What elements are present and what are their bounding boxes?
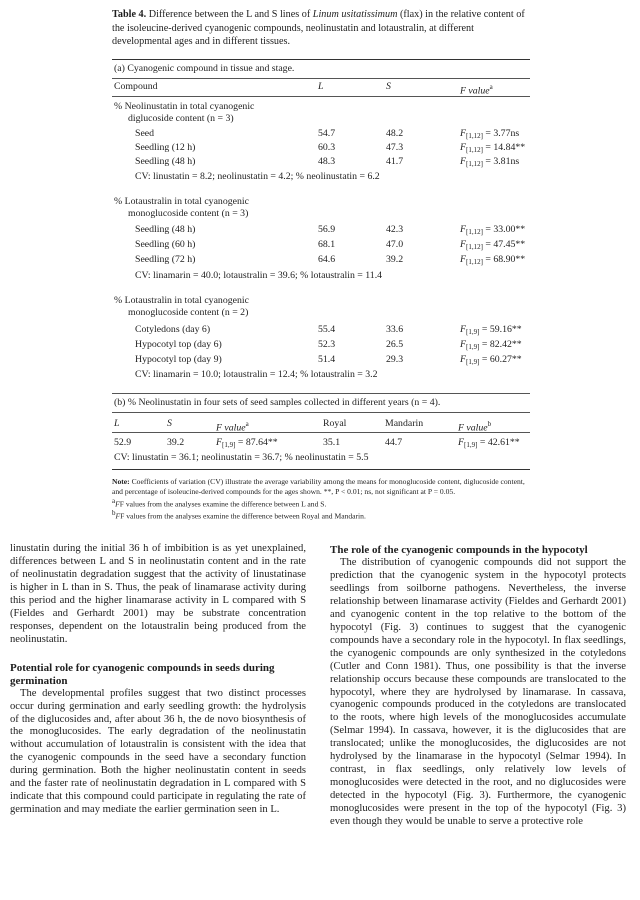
header-compound: Compound (114, 81, 158, 92)
table-cell-s: 47.0 (386, 239, 404, 250)
b-header-rule (112, 432, 530, 433)
table-cell-f: $F_{[1,12]} = 33.00**$ (460, 224, 526, 236)
table-cell-s: 42.3 (386, 224, 404, 235)
b-cell-s: 39.2 (167, 437, 185, 448)
table-cell-f: $F_{[1,12]} = 3.81ns$ (460, 156, 520, 168)
b-cell-f2: $F_{[1,9]} = 42.61**$ (458, 437, 520, 449)
table-top-rule (112, 59, 530, 60)
left-paragraph-2: The developmental profiles suggest that two distinct processes occur during germination and early seedling growth: the hydrolysis of the diglucosides and, after about 36 h, the de novo biosynthesis of the monoglucosides. The early degradation of the neolinustatin without accumulation of lotaustralin is consistent with the idea that the cyanogenic compounds in the seed have a secondary function during germination. Both the higher neolinustatin content in seeds and the faster rate of neolinustatin degradation in L compared with S indicate that this compound could participate in regulating the rate of germination and may mediate the earlier germination seen in L. (10, 687, 306, 816)
group2-title-line1: % Lotaustralin in total cyanogenic (114, 196, 249, 207)
b-cell-l: 52.9 (114, 437, 132, 448)
left-column (10, 543, 306, 817)
table-cell-f: $F_{[1,9]} = 60.27**$ (460, 354, 522, 366)
table-caption-label: Table 4. (112, 9, 147, 20)
right-column (330, 544, 626, 829)
table-row-label: Hypocotyl top (day 6) (135, 339, 222, 350)
table-cell-l: 54.7 (318, 128, 336, 139)
table-caption-species: Linum usitatissimum (312, 9, 398, 20)
group3-title-line1: % Lotaustralin in total cyanogenic (114, 295, 249, 306)
table-note: Note: Coefficients of variation (CV) illustrate the average variability among the means for monoglucoside content, diglucoside content, and percentage of isoleucine-derived compounds for the ages shown. **, P < 0.01; ns, not significant at P = 0.05. (112, 477, 525, 496)
b-cell-mandarin: 44.7 (385, 437, 403, 448)
b-header-royal: Royal (323, 418, 347, 429)
section-a-title: (a) Cyanogenic compound in tissue and stage. (114, 63, 295, 74)
table-row-label: Seedling (48 h) (135, 156, 196, 167)
table-cell-l: 64.6 (318, 254, 336, 265)
table-cell-f: $F_{[1,12]} = 14.84**$ (460, 142, 526, 154)
section-heading-hypocotyl: The role of the cyanogenic compounds in the hypocotyl (330, 544, 588, 556)
right-paragraph-1: The distribution of cyanogenic compounds did not support the prediction that the cyanogenic system in the hypocotyl protects seedlings from soilborne pathogens. Nevertheless, the inverse relationship between linamarase activity (Fieldes and Gerhardt 2001) and cyanogenic content in the top relative to the bottom of the hypocotyl (Fig. 3) continues to suggest that the cyanogenic compounds have a secondary role in the hypocotyl. In flax seedlings, the cyanogenic compounds are only synthesized in the cotyledons (Cutler and Conn 1981). Thus, one possibility is that the inverse relationship occurs because these compounds are translocated to the hypocotyl, where they are hydrolysed by linamarase. In cassava, cyanogenic compounds produced in the cotyledons are translocated to the roots, where high levels of the monoglucosides accumulate (Selmar 1994). In cassava, however, it is the diglucosides that are translocated; unlike the monoglucosides, the diglucosides are not hydrolysed by the linamarase in the hypocotyl (Selmar 1994). In contrast, in flax seedlings, only relatively low levels of monoglucosides were detected in the root, and no diglucosides were detected in the hypocotyl (Fig. 3). Furthermore, the cyanogenic monoglucosides were present in the top of the hypocotyl (Fig. 3) even though they would be unable to serve a protective role (330, 557, 626, 828)
group2-title-line2: monoglucoside content (n = 3) (128, 208, 249, 219)
table-bottom-rule (112, 469, 530, 470)
table-cell-s: 33.6 (386, 324, 404, 335)
group1-title-line2: diglucoside content (n = 3) (128, 113, 234, 124)
table-row-label: Seedling (12 h) (135, 142, 196, 153)
b-cv: CV: linustatin = 36.1; neolinustatin = 36.7; % neolinustatin = 5.5 (114, 452, 369, 463)
table-row-label: Seedling (48 h) (135, 224, 196, 235)
table-notes (112, 477, 530, 522)
table-caption-text-a: Difference between the L and S lines of (146, 9, 313, 20)
left-paragraph-1: linustatin during the initial 36 h of imbibition is as yet unexplained, differences between L and S in neolinustatin content and in the rate of neolinustatin degradation suggest that the activity of linustatinase is higher in L than in S. Thus, the peak of linamarase activity during this period and the higher linamarase activity in L compared with S (Fieldes and Gerhardt 2001) may be substrate concentration responses, dependent on the lotaustralin being produced from the neolinustatin. (10, 543, 306, 645)
group1-title-line1: % Neolinustatin in total cyanogenic (114, 101, 255, 112)
table-caption (112, 8, 530, 49)
section-a-rule (112, 78, 530, 79)
section-b-rule (112, 412, 530, 413)
table-cell-f: $F_{[1,9]} = 82.42**$ (460, 339, 522, 351)
table-row-label: Hypocotyl top (day 9) (135, 354, 222, 365)
table-cell-s: 41.7 (386, 156, 404, 167)
header-l: L (318, 81, 324, 92)
group3-title-line2: monoglucoside content (n = 2) (128, 307, 249, 318)
table-cell-s: 26.5 (386, 339, 404, 350)
table-cell-s: 48.2 (386, 128, 404, 139)
table-cell-l: 56.9 (318, 224, 336, 235)
group3-cv: CV: linamarin = 10.0; lotaustralin = 12.4; % lotaustralin = 3.2 (135, 369, 378, 380)
table-cell-l: 51.4 (318, 354, 336, 365)
table-cell-s: 47.3 (386, 142, 404, 153)
table-cell-l: 55.4 (318, 324, 336, 335)
b-cell-f1: $F_{[1,9]} = 87.64**$ (216, 437, 278, 449)
footnote-b: $^b$FF values from the analyses examine the difference between Royal and Mandarin. (112, 509, 366, 521)
table-caption-text-b: (flax) in the relative content of the isoleucine-derived cyanogenic compounds, neolinustatin and lotaustralin, at different developmental ages and in different tissues. (112, 9, 525, 48)
table-cell-l: 48.3 (318, 156, 336, 167)
section-b-title: (b) % Neolinustatin in four sets of seed samples collected in different years (n = 4). (114, 397, 441, 408)
table-cell-f: $F_{[1,12]} = 3.77ns$ (460, 128, 520, 140)
b-header-mandarin: Mandarin (385, 418, 424, 429)
table-row-label: Seedling (60 h) (135, 239, 196, 250)
header-s: S (386, 81, 391, 92)
b-header-f1: F value$^a$ (216, 420, 249, 434)
table-cell-f: $F_{[1,12]} = 47.45**$ (460, 239, 526, 251)
footnote-a: $^a$FF values from the analyses examine the difference between L and S. (112, 496, 327, 509)
group2-cv: CV: linamarin = 40.0; lotaustralin = 39.6; % lotaustralin = 11.4 (135, 270, 383, 281)
section-b-top-rule (112, 393, 530, 394)
section-heading-germination: Potential role for cyanogenic compounds in seeds during germination (10, 661, 275, 687)
table-cell-s: 29.3 (386, 354, 404, 365)
table-cell-l: 68.1 (318, 239, 336, 250)
group1-cv: CV: linustatin = 8.2; neolinustatin = 4.2; % neolinustatin = 6.2 (135, 171, 380, 182)
b-header-l: L (114, 418, 120, 429)
table-row-label: Seedling (72 h) (135, 254, 196, 265)
b-header-f2: F value$^b$ (458, 420, 492, 434)
table-row-label: Seed (135, 128, 155, 139)
table-cell-s: 39.2 (386, 254, 404, 265)
table-row-label: Cotyledons (day 6) (135, 324, 211, 335)
header-f-value: F value$^a$ (460, 83, 493, 97)
table-cell-f: $F_{[1,9]} = 59.16**$ (460, 324, 522, 336)
header-rule (112, 96, 530, 97)
table-cell-f: $F_{[1,12]} = 68.90**$ (460, 254, 526, 266)
table-cell-l: 52.3 (318, 339, 336, 350)
b-cell-royal: 35.1 (323, 437, 341, 448)
table-cell-l: 60.3 (318, 142, 336, 153)
b-header-s: S (167, 418, 172, 429)
